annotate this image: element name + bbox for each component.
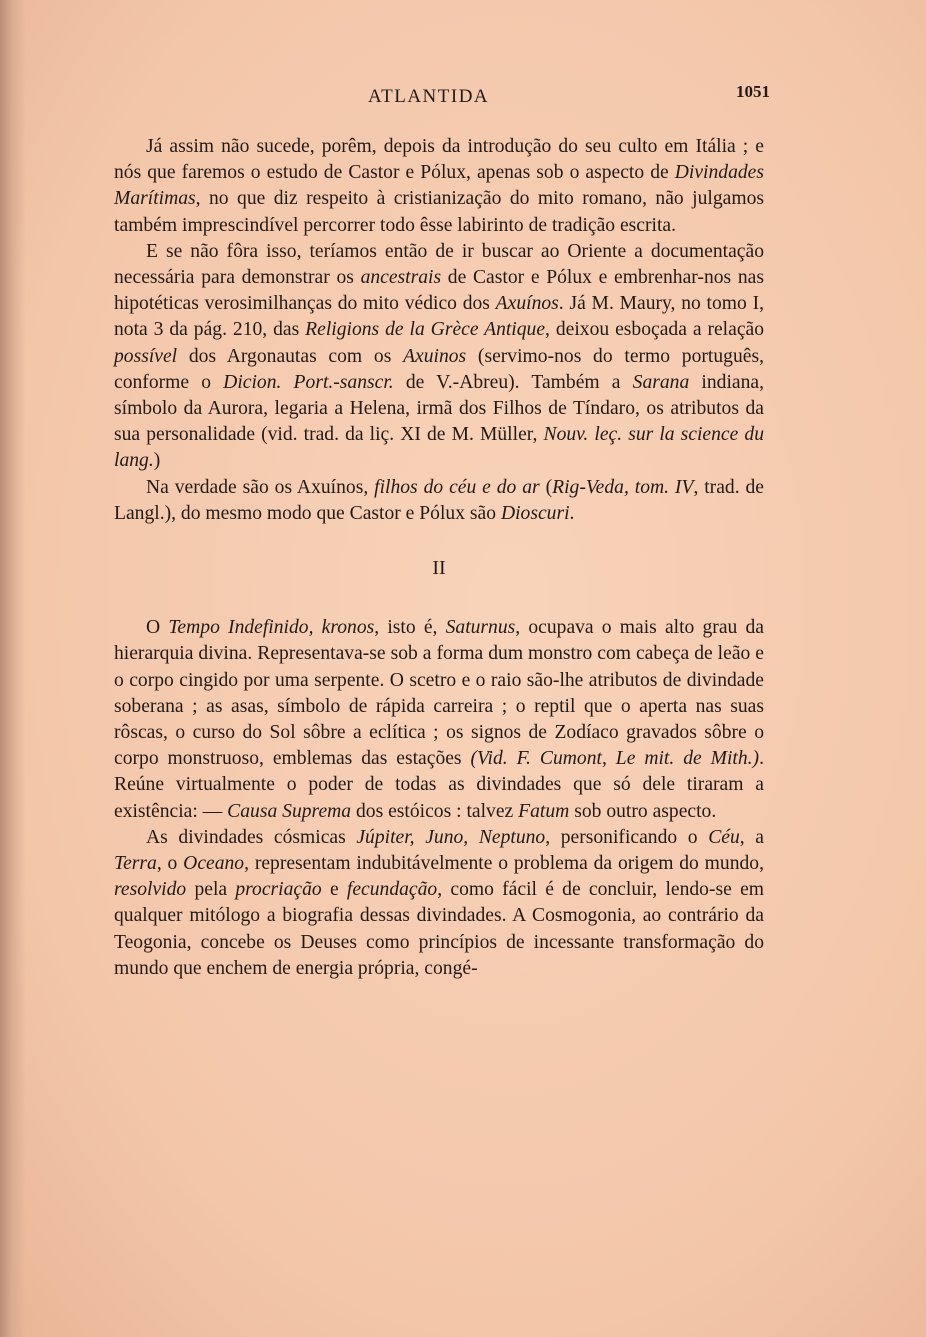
- text-run: de V.-Abreu). Também a: [393, 371, 633, 393]
- italic-run: Júpiter, Juno, Neptuno: [356, 826, 546, 848]
- italic-run: Céu: [708, 826, 740, 848]
- text-run: , no que diz respeito à cristianização do mito romano, não julgamos também imprescindível percorrer todo êsse labirinto de tradição escrita.: [114, 188, 764, 236]
- text-run: , isto é,: [374, 617, 446, 639]
- italic-run: Dioscuri: [500, 502, 570, 524]
- italic-run: Fatum: [518, 800, 570, 822]
- page-gutter-shadow: [0, 0, 26, 1337]
- text-run: , personificando o: [545, 826, 709, 848]
- italic-run: Saturnus: [445, 617, 516, 639]
- running-title: ATLANTIDA: [368, 86, 490, 107]
- text-run: . Reúne virtualmente o poder de todas as divindades que só dele tiraram a existência: —: [114, 748, 764, 822]
- text-run: , deixou esboçada a relação: [545, 319, 765, 341]
- paragraph-1: [114, 134, 764, 239]
- text-run: pela: [186, 879, 236, 901]
- text-run: dos Argonautas com os: [177, 345, 404, 367]
- paragraph-5: [114, 825, 764, 982]
- page-header: [110, 82, 770, 112]
- italic-run: ancestrais: [360, 267, 442, 289]
- text-run: , trad. de Langl.), do mesmo modo que Castor e Pólux são: [114, 476, 764, 524]
- text-run: de Castor e Pólux e embrenhar-nos nas hipotéticas verosimilhanças do mito védico dos: [114, 267, 764, 315]
- italic-run: filhos do céu e do ar: [374, 476, 540, 498]
- italic-run: Religions de la Grèce Antique: [305, 319, 546, 341]
- text-run: Já assim não sucede, porêm, depois da introdução do seu culto em Itália ; e nós que faremos o estudo de Castor e Pólux, apenas sob o aspecto de: [114, 136, 764, 184]
- text-run: dos estóicos : talvez: [351, 800, 519, 822]
- italic-run: Axuinos: [403, 345, 467, 367]
- italic-run: Terra: [114, 853, 157, 875]
- text-run: (: [539, 476, 553, 498]
- paragraph-3: [114, 475, 764, 527]
- italic-run: Rig-Veda, tom. IV: [552, 476, 694, 498]
- text-run: As divindades cósmicas: [146, 826, 357, 848]
- italic-run: Dicion. Port.-sanscr.: [223, 371, 394, 393]
- text-run: , representam indubitávelmente o problema da origem do mundo,: [244, 853, 764, 875]
- text-run: sob outro aspecto.: [569, 800, 717, 822]
- paragraph-2: [114, 239, 764, 475]
- text-run: Na verdade são os Axuínos,: [146, 476, 375, 498]
- text-run: E se não fôra isso, teríamos então de ir buscar ao Oriente a documentação necessária para demonstrar os: [114, 240, 764, 289]
- italic-run: possível: [114, 345, 178, 367]
- text-run: (servimo-nos do termo português, conforme o: [114, 345, 764, 393]
- page-number: 1051: [736, 82, 770, 101]
- italic-run: Causa Suprema: [227, 800, 352, 822]
- text-run: .: [569, 502, 575, 524]
- text-run: , a: [739, 826, 764, 848]
- paragraph-4: [114, 615, 764, 825]
- italic-run: (Vid. F. Cumont, Le mit. de Mith.): [470, 748, 760, 770]
- body-text: [114, 134, 764, 982]
- italic-run: Divindades Marítimas: [114, 162, 764, 210]
- section-heading: II: [432, 557, 446, 580]
- italic-run: Oceano: [183, 853, 245, 875]
- text-run: , o: [156, 853, 184, 875]
- italic-run: Nouv. leç. sur la science du lang.: [114, 424, 764, 472]
- text-run: indiana, símbolo da Aurora, legaria a Helena, irmã dos Filhos de Tíndaro, os atributos da sua personalidade (vid. trad. da liç. XI de M. Müller,: [114, 371, 765, 446]
- text-run: , como fácil é de concluir, lendo-se em qualquer mitólogo a biografia dessas divindades. A Cosmogonia, ao contrário da Teogonia, concebe os Deuses como princípios de incessante transformação do mundo que enchem de energia própria, congé-: [114, 879, 765, 979]
- italic-run: Sarana: [632, 371, 690, 393]
- italic-run: fecundação: [346, 879, 438, 901]
- italic-run: Axuínos: [495, 293, 559, 315]
- text-run: ): [153, 450, 161, 472]
- italic-run: resolvido: [114, 879, 187, 901]
- text-run: e: [321, 879, 347, 901]
- text-run: . Já M. Maury, no tomo I, nota 3 da pág. 210, das: [114, 293, 764, 341]
- italic-run: procriação: [235, 879, 322, 901]
- italic-run: Tempo Indefinido, kronos: [168, 617, 375, 639]
- text-run: O: [146, 617, 169, 639]
- text-run: , ocupava o mais alto grau da hierarquia divina. Representava-se sob a forma dum monstro com cabeça de leão e o corpo cingido por uma serpente. O scetro e o raio são-lhe atributos de divindade soberana ; as asas, símbolo de rápida carreira ; o reptil que o aperta nas suas rôscas, o curso do Sol sôbre a eclítica ; os signos de Zodíaco gravados sôbre o corpo monstruoso, emblemas das estações: [114, 617, 764, 770]
